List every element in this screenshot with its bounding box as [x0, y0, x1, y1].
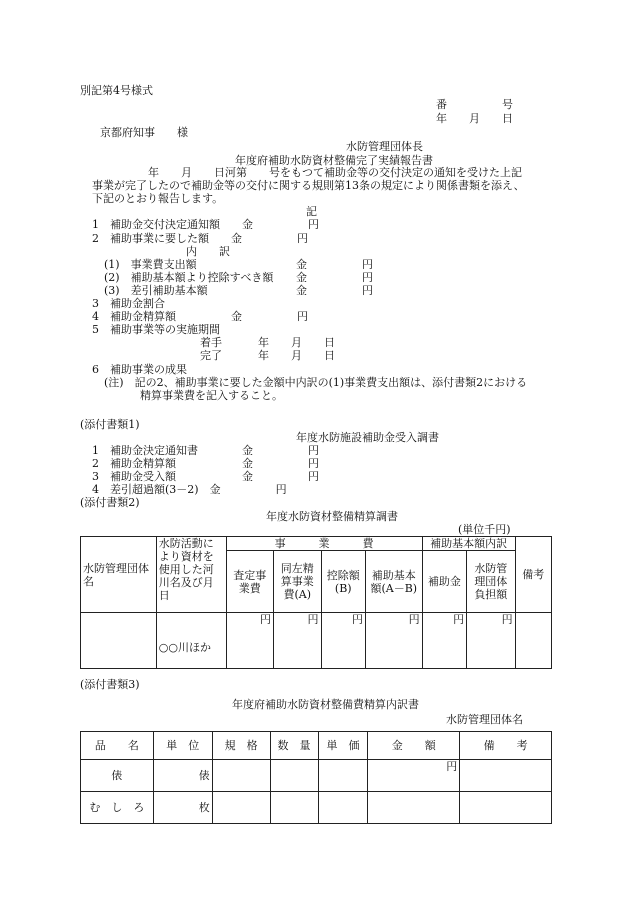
start-label: 着手: [200, 336, 222, 349]
sub-item-1-amount: 金 円: [296, 258, 373, 271]
sender: 水防管理団体長: [346, 140, 423, 153]
form-label: 別記第4号様式: [80, 84, 153, 97]
col-hinmei: 品 名: [81, 732, 154, 760]
att2-unit: (単位千円): [458, 523, 511, 536]
row-2-suryo: [270, 792, 318, 824]
row-2-biko: [460, 792, 552, 824]
cell-river: ○○川ほか: [156, 613, 226, 669]
note-line-1: (注) 記の2、補助事業に要した金額中内訳の(1)事業費支出額は、添付書類2における: [104, 376, 528, 389]
row-1-kikaku: [212, 760, 270, 792]
item-6: 6 補助事業の成果: [92, 363, 187, 376]
row-1-tanka: [318, 760, 368, 792]
att1-title: 年度水防施設補助金受入調書: [296, 431, 439, 444]
header-satei: 査定事業費: [226, 551, 274, 613]
breakdown-table: [80, 731, 552, 824]
addressee: 京都府知事 様: [100, 126, 188, 139]
att1-label: (添付書類1): [80, 418, 140, 431]
item-3: 3 補助金割合: [92, 297, 165, 310]
cell-remarks: [515, 613, 551, 669]
header-org-name: 水防管理団体名: [81, 537, 157, 613]
ki-heading: 記: [306, 205, 317, 218]
body-line-3: 下記のとおり報告します。: [92, 192, 224, 205]
date-line: 年 月 日: [436, 112, 513, 125]
att2-label: (添付書類2): [80, 496, 140, 509]
sub-item-1: (1) 事業費支出額: [104, 258, 197, 271]
end-date: 年 月 日: [258, 349, 335, 362]
start-date: 年 月 日: [258, 336, 335, 349]
att1-row-1: 1 補助金決定通知書 金 円: [92, 444, 319, 457]
body-line-1: 年 月 日河第 号をもつて補助金等の交付決定の通知を受けた上記: [148, 166, 522, 179]
row-2-tanka: [318, 792, 368, 824]
item-1: 1 補助金交付決定通知額 金 円: [92, 218, 319, 231]
row-1-suryo: [270, 760, 318, 792]
header-jigyohi: 事 業 費: [226, 537, 422, 551]
att1-row-3: 3 補助金受入額 金 円: [92, 470, 319, 483]
cell-org: [81, 613, 157, 669]
col-tanka: 単 価: [318, 732, 368, 760]
att1-row-4: 4 差引超過額(3－2) 金 円: [92, 483, 287, 496]
note-line-2: 精算事業費を記入すること。: [140, 389, 283, 402]
att1-row-2: 2 補助金精算額 金 円: [92, 457, 319, 470]
item-4: 4 補助金精算額 金 円: [92, 310, 308, 323]
item-2: 2 補助事業に要した額 金 円: [92, 232, 308, 245]
col-biko: 備 考: [460, 732, 552, 760]
end-label: 完了: [200, 349, 222, 362]
header-futan: 水防管理団体負担額: [467, 551, 516, 613]
header-kihongaku: 補助基本額(A－B): [366, 551, 423, 613]
cell-hojokin: 円: [422, 613, 466, 669]
number-line: 番 号: [436, 98, 513, 111]
sub-item-2: (2) 補助基本額より控除すべき額: [104, 271, 274, 284]
header-remarks: 備考: [515, 537, 551, 613]
sub-item-3: (3) 差引補助基本額: [104, 284, 208, 297]
row-2-unit: 枚: [153, 792, 212, 824]
att3-title: 年度府補助水防資材整備費精算内訳書: [232, 698, 419, 711]
uchiwake-label: 内 訳: [186, 245, 230, 258]
row-1-name: 俵: [81, 760, 154, 792]
cell-doza: 円: [274, 613, 322, 669]
report-title: 年度府補助水防資材整備完了実績報告書: [235, 154, 433, 167]
header-river: 水防活動により資材を使用した河川名及び月日: [156, 537, 226, 613]
header-hojokin: 補助金: [422, 551, 466, 613]
col-kingaku: 金 額: [368, 732, 460, 760]
cell-kihongaku: 円: [366, 613, 423, 669]
cell-kojo: 円: [321, 613, 365, 669]
body-line-2: 事業が完了したので補助金等の交付に関する規則第13条の規定により関係書類を添え、: [92, 179, 525, 192]
item-5: 5 補助事業等の実施期間: [92, 323, 220, 336]
col-tani: 単 位: [153, 732, 212, 760]
header-kojo: 控除額(B): [321, 551, 365, 613]
att3-label: (添付書類3): [80, 678, 140, 691]
att3-org: 水防管理団体名: [446, 713, 523, 726]
sub-item-3-amount: 金 円: [296, 284, 373, 297]
header-doza: 同左精算事業費(A): [274, 551, 322, 613]
row-2-kikaku: [212, 792, 270, 824]
row-2-name: む し ろ: [81, 792, 154, 824]
header-kihon: 補助基本額内訳: [422, 537, 515, 551]
row-1-biko: [460, 760, 552, 792]
settlement-table: [80, 536, 552, 669]
row-1-unit: 俵: [153, 760, 212, 792]
cell-futan: 円: [467, 613, 516, 669]
row-1-kingaku: 円: [368, 760, 460, 792]
cell-satei: 円: [226, 613, 274, 669]
col-suryo: 数 量: [270, 732, 318, 760]
att2-title: 年度水防資材整備精算調書: [266, 510, 398, 523]
col-kikaku: 規 格: [212, 732, 270, 760]
row-2-kingaku: [368, 792, 460, 824]
sub-item-2-amount: 金 円: [296, 271, 373, 284]
